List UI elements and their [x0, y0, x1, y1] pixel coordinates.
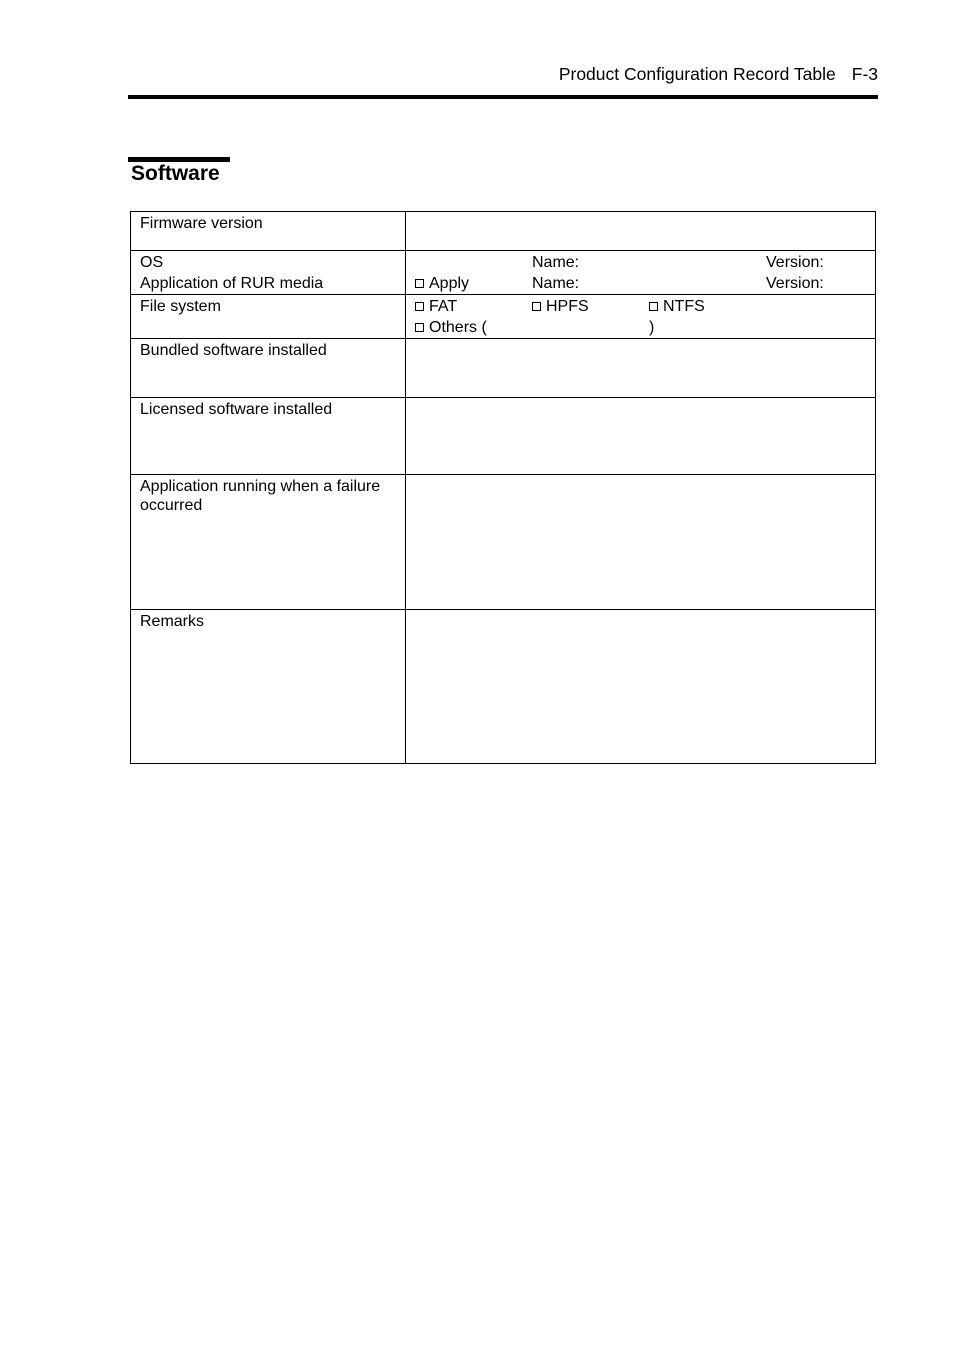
hpfs-checkbox-icon[interactable] — [532, 302, 541, 311]
ntfs-checkbox-icon[interactable] — [649, 302, 658, 311]
file-system-label: File system — [131, 295, 406, 339]
others-close-paren: ) — [649, 319, 655, 336]
row-app-failure — [131, 475, 876, 610]
os-name-line — [415, 252, 875, 273]
running-header — [128, 64, 878, 90]
row-os — [131, 251, 876, 295]
ntfs-option[interactable] — [649, 296, 705, 317]
row-firmware — [131, 212, 876, 251]
row-bundled — [131, 339, 876, 398]
row-licensed — [131, 398, 876, 475]
rur-media-label: Application of RUR media — [140, 275, 324, 292]
app-failure-label: Application running when a failure occurred — [131, 475, 406, 610]
fat-label: FAT — [429, 298, 458, 315]
file-system-options-line — [415, 296, 875, 317]
os-label: OS — [140, 254, 164, 271]
apply-option[interactable] — [415, 273, 469, 294]
file-system-others-line — [415, 317, 875, 338]
section-title: Software — [131, 162, 220, 185]
rur-version-label: Version: — [766, 275, 824, 292]
apply-checkbox-icon[interactable] — [415, 279, 424, 288]
firmware-value-cell[interactable] — [406, 212, 876, 251]
fat-option[interactable] — [415, 296, 457, 317]
ntfs-label: NTFS — [663, 298, 705, 315]
licensed-label: Licensed software installed — [131, 398, 406, 475]
software-record-table — [130, 211, 876, 764]
hpfs-option[interactable] — [532, 296, 589, 317]
apply-label: Apply — [429, 275, 470, 292]
file-system-value-cell — [406, 295, 876, 339]
hpfs-label: HPFS — [546, 298, 589, 315]
others-option[interactable] — [415, 317, 487, 338]
others-open-label: Others ( — [429, 319, 487, 336]
bundled-label: Bundled software installed — [131, 339, 406, 398]
remarks-value-cell[interactable] — [406, 610, 876, 764]
others-checkbox-icon[interactable] — [415, 323, 424, 332]
fat-checkbox-icon[interactable] — [415, 302, 424, 311]
os-version-label: Version: — [766, 254, 824, 271]
os-value-cell — [406, 251, 876, 295]
row-file-system — [131, 295, 876, 339]
os-name-label: Name: — [532, 254, 580, 271]
bundled-value-cell[interactable] — [406, 339, 876, 398]
licensed-value-cell[interactable] — [406, 398, 876, 475]
page-number: F-3 — [851, 64, 878, 84]
rur-name-label: Name: — [532, 275, 580, 292]
os-label-cell — [131, 251, 406, 295]
header-title: Product Configuration Record Table — [558, 64, 836, 84]
rur-line — [415, 273, 875, 294]
row-remarks — [131, 610, 876, 764]
header-rule — [128, 95, 878, 99]
app-failure-value-cell[interactable] — [406, 475, 876, 610]
firmware-label: Firmware version — [131, 212, 406, 251]
remarks-label: Remarks — [131, 610, 406, 764]
